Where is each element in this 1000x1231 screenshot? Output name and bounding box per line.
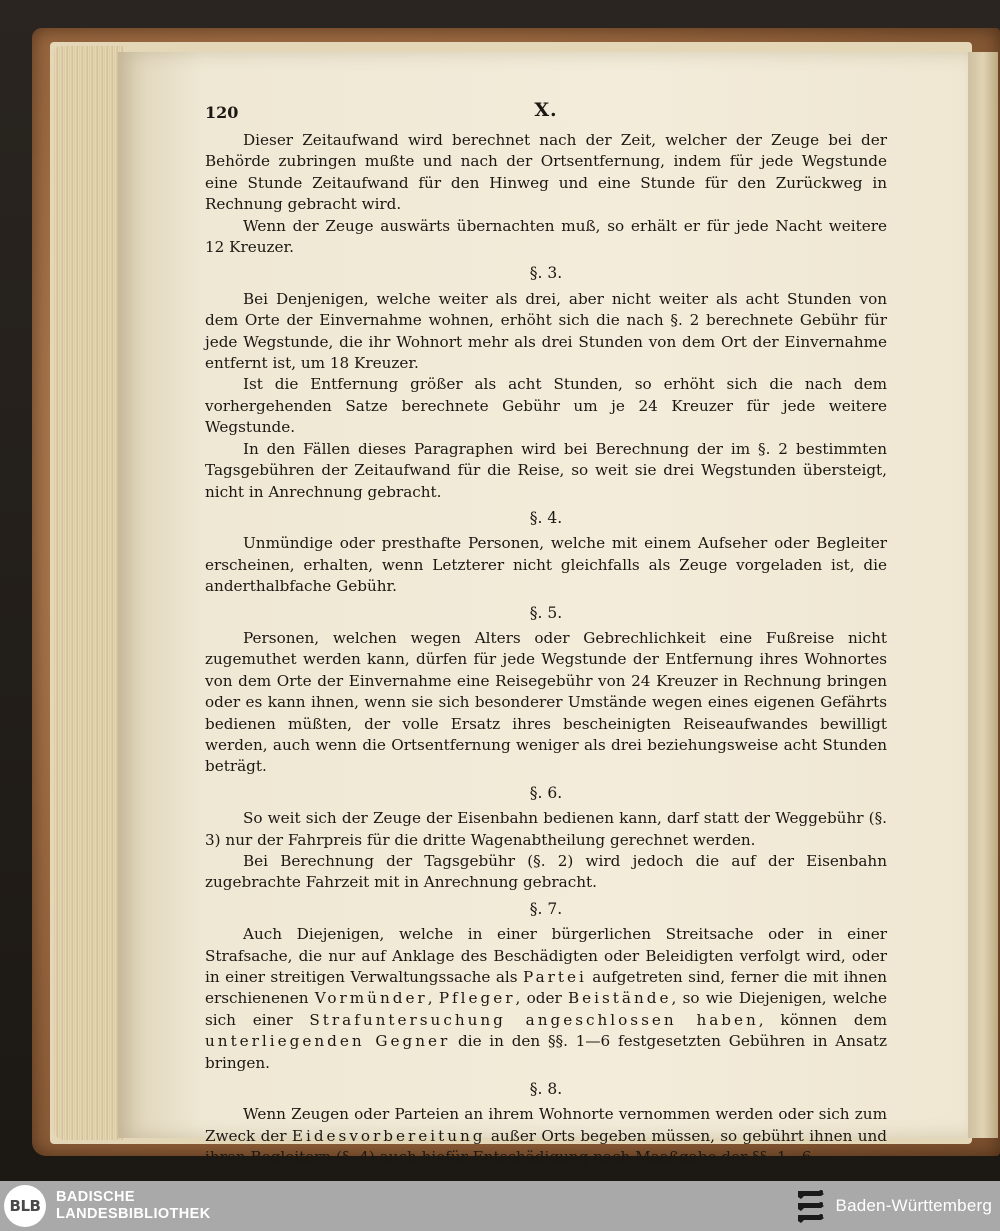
section-heading-4: §. 4.	[529, 508, 563, 527]
section-heading-6: §. 6.	[529, 783, 563, 802]
spaced-term: Partei	[523, 968, 587, 987]
library-name[interactable]	[56, 1189, 211, 1223]
page-number: 120	[205, 103, 239, 122]
paragraph: Bei Berechnung der Tagsgebühr (§. 2) wird jedoch die auf der Eisenbahn zugebrachte Fahrzeit mit in Anrechnung gebracht.	[205, 852, 887, 892]
paragraph: Bei Denjenigen, welche weiter als drei, aber nicht weiter als acht Stunden von dem Orte der Einvernahme wohnen, erhöht sich die nach §. 2 berechnete Gebühr für jede Wegstunde, die ihr Wohnort mehr als drei Stunden von dem Ort der Einvernahme entfernt ist, um 18 Kreuzer.	[205, 289, 887, 373]
spaced-term: Eidesvorbereitung	[291, 1126, 486, 1145]
section-heading-3: §. 3.	[529, 264, 563, 283]
text-run: die in den §§. 1—6 festgesetzten Gebühren in Ansatz bringen.	[205, 1032, 887, 1072]
paragraph: Unmündige oder presthafte Personen, welche mit einem Aufseher oder Begleiter erscheinen, erhalten, wenn Letzterer nicht gleichfalls als Zeuge vorgeladen ist, die anderthalbfache Gebühr.	[205, 534, 887, 596]
lions-crest-icon	[794, 1187, 828, 1225]
text-run: , können dem	[758, 1010, 887, 1029]
spaced-term: Strafuntersuchung angeschlossen haben	[309, 1010, 759, 1029]
text-run: , so wie Diejenigen, welche sich einer	[205, 989, 887, 1029]
paragraph: So weit sich der Zeuge der Eisenbahn bedienen kann, darf statt der Weggebühr (§. 3) nur der Fahrpreis für die dritte Wagenabtheilung gerechnet werden.	[205, 809, 887, 849]
paragraph: Dieser Zeitaufwand wird berechnet nach der Zeit, welcher der Zeuge bei der Behörde zubringen mußte und nach der Ortsentfernung, indem für jede Wegstunde eine Stunde Zeitaufwand für den Hinweg und eine Stunde für den Zurückweg in Rechnung gebracht wird.	[205, 131, 887, 214]
paragraph	[205, 1104, 887, 1168]
paragraph: Ist die Entfernung größer als acht Stunden, so erhöht sich die nach dem vorhergehenden Satze berechnete Gebühr um je 24 Kreuzer für jede weitere Wegstunde.	[205, 375, 887, 437]
spaced-term: unterliegenden Gegner	[205, 1032, 451, 1051]
text-run: ,	[427, 989, 439, 1008]
paragraph: In den Fällen dieses Paragraphen wird bei Berechnung der im §. 2 bestimmten Tagsgebühren der Zeitaufwand für die Reise, so weit sie drei Wegstunden übersteigt, nicht in Anrechnung gebracht.	[205, 439, 887, 501]
paragraph: Personen, welchen wegen Alters oder Gebrechlichkeit eine Fußreise nicht zugemuthet werden kann, dürfen für jede Wegstunde der Entfernung ihres Wohnortes von dem Orte der Einvernahme eine Reisegebühr von 24 Kreuzer in Rechnung bringen oder es kann ihnen, wenn sie sich besonderer Umstände wegen eines eigenen Gefährts bedienen müßten, der volle Ersatz ihres bescheinigten Reiseaufwandes bewilligt werden, auch wenn die Ortsentfernung weniger als drei beziehungsweise acht Stunden beträgt.	[205, 628, 887, 776]
right-page-edge	[968, 52, 998, 1138]
text-run: Auch Diejenigen, welche in einer bürgerlichen Streitsache oder in einer Strafsache, die nur auf Anklage des Beschädigten oder Beleidigten verfolgt wird, oder in einer streitigen Verwaltungssache als	[205, 925, 887, 987]
paragraph: Wenn der Zeuge auswärts übernachten muß, so erhält er für jede Nacht weitere 12 Kreuzer.	[205, 216, 887, 257]
spaced-term: Beistände	[568, 989, 672, 1008]
section-heading-7: §. 7.	[529, 899, 563, 918]
text-run: Wenn Zeugen oder Parteien an ihrem Wohnorte vernommen werden oder sich zum Zweck der	[205, 1105, 887, 1145]
page-edges	[54, 46, 124, 1140]
section-heading-5: §. 5.	[529, 603, 563, 622]
page-header	[205, 100, 887, 126]
state-name: Baden-Württemberg	[835, 1196, 992, 1215]
page-text	[205, 100, 887, 1169]
section-heading-8: §. 8.	[529, 1080, 563, 1099]
chapter-heading: X.	[534, 99, 558, 121]
spaced-term: Pfleger	[438, 989, 516, 1008]
blb-logo[interactable]: BLB	[4, 1185, 46, 1227]
spaced-term: Vormünder	[314, 989, 428, 1008]
text-run: aufgetreten sind, ferner die mit ihnen erschienenen	[205, 968, 888, 1008]
paragraph	[205, 924, 887, 1074]
library-name-line1: BADISCHE	[56, 1189, 135, 1205]
library-name-line2: LANDESBIBLIOTHEK	[56, 1206, 211, 1222]
text-run: , oder	[515, 989, 568, 1008]
footer-bar	[0, 1181, 1000, 1231]
text-run: außer Orts begeben müssen, so gebührt ihnen und ihren Begleitern (§. 4) auch hiefür Entschädigung nach Maaßgabe der §§. 1—6.	[205, 1126, 887, 1167]
state-logo[interactable]	[794, 1187, 992, 1225]
